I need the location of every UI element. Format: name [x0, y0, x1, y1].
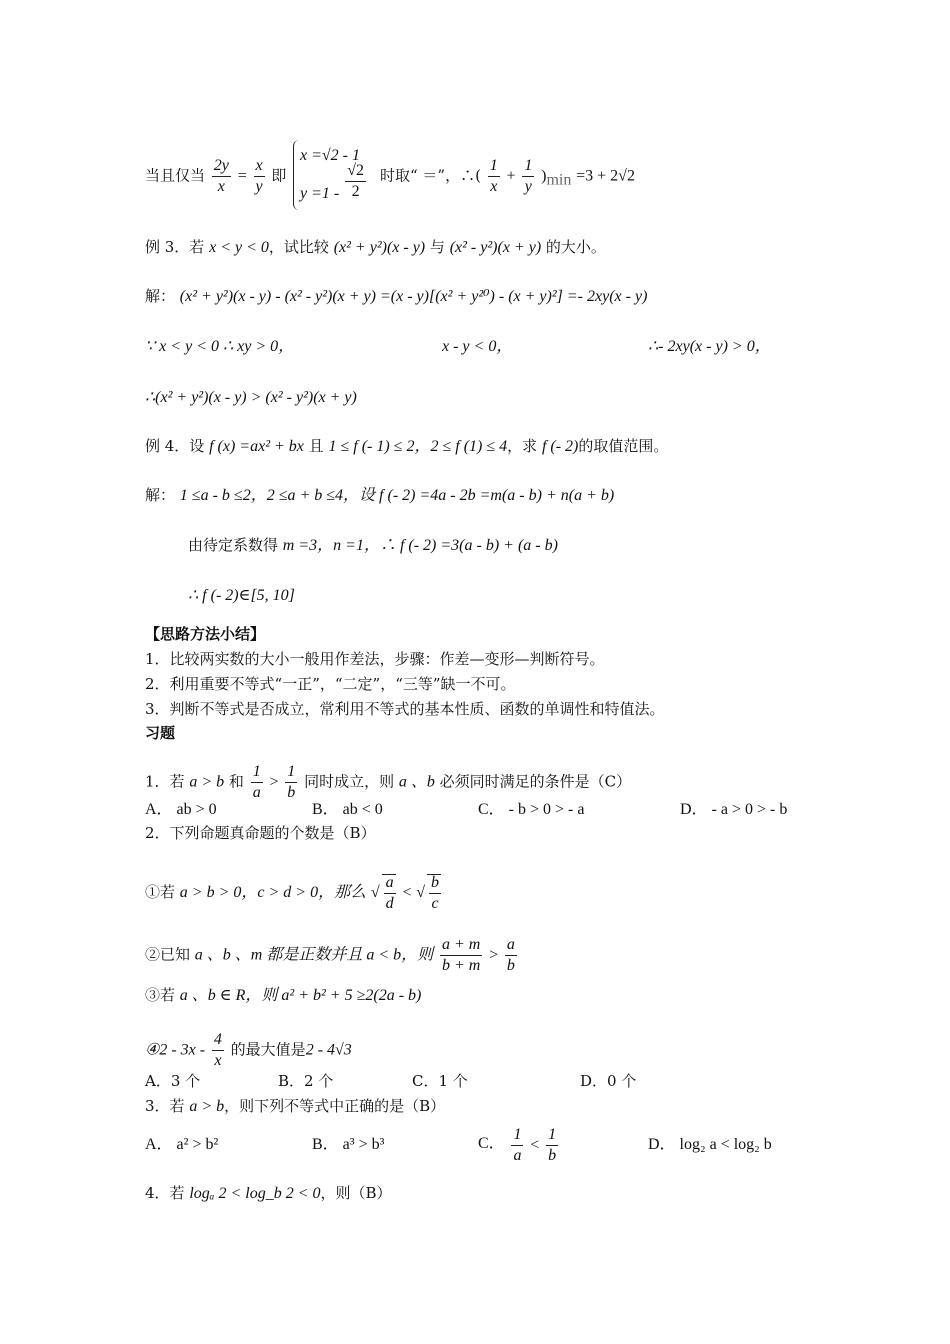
text: ①若	[145, 883, 176, 901]
equality-condition-line: 当且仅当 $\frac{2y}{x}$ = $\frac{x}{y}$ 即	[145, 157, 287, 195]
q1-option-b: B． ab < 0	[312, 801, 383, 818]
text: 且	[308, 437, 324, 455]
fraction-x-over-y: $\frac{x}{y}$	[255, 157, 263, 195]
option-label: C．	[478, 1134, 505, 1152]
text: 4．若	[145, 1184, 185, 1202]
q3-stem	[145, 1099, 445, 1115]
math: a 、b	[398, 773, 435, 791]
example-4-result: ∴ f (- 2)∈[5, 10]	[188, 587, 295, 604]
text: 1．若	[145, 772, 185, 791]
q1-option-c: C． - b > 0 > - a	[478, 801, 585, 818]
math: ，2 ≤ f (1) ≤ 4	[414, 438, 508, 455]
math: a > b	[189, 1098, 225, 1115]
summary-title: 【思路方法小结】	[145, 625, 266, 643]
math: (x² - y²)(x + y)	[449, 239, 542, 256]
math: (x² + y²)(x - y) - (x² - y²)(x + y) =(x - y)[(x² + y²⁰) - (x + y)²] =- 2xy(x - y)	[179, 288, 648, 305]
fraction-1-over-y: $\frac{1}{y}$	[524, 157, 533, 195]
math: ④2 - 3x -	[145, 1041, 206, 1059]
summary-item-2: 2．利用重要不等式“一正”，“二定”，“三等”缺一不可。	[145, 675, 516, 693]
exercises-title: 习题	[145, 724, 176, 742]
q4-stem	[145, 1186, 392, 1202]
q3-option-d: D． log₂ a < log₂ b	[648, 1136, 772, 1153]
text-cond: 即	[271, 166, 287, 185]
summary-item-3: 3．判断不等式是否成立，常利用不等式的基本性质、函数的单调性和特值法。	[145, 700, 665, 718]
text: 和	[228, 772, 244, 791]
fraction-a-over-b: $\frac{a}{b}$	[506, 936, 515, 974]
text: 必须同时满足的条件是（C）	[439, 772, 632, 791]
text: 的最大值是	[230, 1040, 306, 1059]
math: logₐ 2 < log_b 2 < 0	[189, 1185, 321, 1202]
q2-option-d: D．0 个	[580, 1072, 637, 1090]
text-tail: 时取“ ＝”，∴(	[380, 166, 481, 185]
text-paren: )	[541, 167, 547, 185]
q3-option-a: A． a² > b²	[145, 1136, 219, 1153]
q3-option-b: B． a³ > b³	[312, 1136, 385, 1153]
text-min: min	[546, 171, 572, 189]
math: 2 - 4√3	[305, 1041, 352, 1059]
math: a 、b ∈ R，则 a² + b² + 5 ≥2(2a - b)	[179, 987, 422, 1004]
solution-label: 解：	[145, 486, 176, 504]
system-eq-2	[300, 162, 368, 203]
text: 的大小。	[545, 238, 606, 256]
math: f (x) =ax² + bx	[209, 438, 304, 455]
text: 3．若	[145, 1097, 185, 1115]
text: ，则（B）	[320, 1184, 392, 1202]
fraction-1-over-b: $\frac{1}{b}$	[287, 763, 296, 801]
text: 由待定系数得	[188, 536, 279, 554]
text: 例 4．设	[145, 437, 205, 455]
q2-option-b: B．2 个	[278, 1072, 334, 1090]
q1-stem: 1．若 a > b 和 $\frac{1}{a}$ > $\frac{1}{b}$ 同时成立，则 a 、b 必须同时满足的条件是（C）	[145, 763, 632, 801]
q2-statement-3	[145, 988, 421, 1004]
q1-option-a: A． ab > 0	[145, 801, 217, 818]
example-4-step-2	[188, 538, 558, 554]
text: ，试比较	[268, 238, 329, 256]
system-eq-2-text: y =1 -	[300, 185, 340, 203]
text: 与	[429, 238, 445, 256]
math: x < y < 0	[209, 239, 269, 256]
fraction-1-over-b: $\frac{1}{b}$	[548, 1126, 557, 1164]
fraction-2y-over-x: $\frac{2y}{x}$	[213, 157, 229, 195]
system-eq-1: x =√2 - 1	[300, 147, 361, 164]
q3-option-c: C． $\frac{1}{a}$ < $\frac{1}{b}$	[478, 1126, 557, 1164]
example-3-step-a: ∵ x < y < 0 ∴ xy > 0，	[145, 338, 295, 355]
fraction-1-over-a: $\frac{1}{a}$	[252, 763, 261, 801]
sqrt-b-over-c: $\frac{b}{c}$	[427, 874, 441, 912]
text-pre: 当且仅当	[145, 166, 206, 185]
solution-label: 解：	[145, 287, 176, 305]
q2-statement-4	[145, 1032, 352, 1069]
q2-statement-2: ②已知 a 、b 、m 都是正数并且 a < b，则 $\frac{a + m}{b + m}$ > $\frac{a}{b}$	[145, 936, 515, 974]
example-3-question	[145, 240, 606, 256]
math: (x² + y²)(x - y)	[333, 239, 426, 256]
text: ②已知	[145, 945, 191, 964]
q1-option-d: D． - a > 0 > - b	[680, 801, 788, 818]
sqrt-a-over-d: $\frac{a}{d}$	[382, 874, 396, 912]
example-3-conclusion: ∴(x² + y²)(x - y) > (x² - y²)(x + y)	[145, 389, 357, 406]
summary-item-1: 1．比较两实数的大小一般用作差法，步骤：作差—变形—判断符号。	[145, 650, 605, 668]
fraction-sqrt2-over-2: $\frac{√2}{2}$	[347, 162, 365, 200]
fraction-1-over-a: $\frac{1}{a}$	[513, 1126, 522, 1164]
math: a > b	[189, 773, 225, 791]
text-result: =3 + 2√2	[576, 167, 635, 185]
example-4-solution	[145, 488, 614, 504]
equality-result: 时取“ ＝”，∴( $\frac{1}{x}$ + $\frac{1}{y}$ )$_{min} =3 + 2√2$	[380, 157, 635, 195]
math: 1 ≤ f (- 1) ≤ 2	[328, 438, 415, 455]
q2-statement-1: ①若 a > b > 0，c > d > 0，那么 √ $\frac{a}{d}$ < √ $\frac{b}{c}$	[145, 874, 440, 912]
fraction-a-plus-m-over-b-plus-m: $\frac{a + m}{b + m}$	[441, 936, 481, 974]
math: f (- 2)	[541, 438, 579, 455]
text: ，则下列不等式中正确的是（B）	[224, 1097, 446, 1115]
q2-stem: 2．下列命题真命题的个数是（B）	[145, 824, 376, 842]
q2-option-c: C．1 个	[412, 1072, 468, 1090]
math: 1 ≤a - b ≤2，2 ≤a + b ≤4，设 f (- 2) =4a - 2b =m(a - b) + n(a + b)	[179, 487, 615, 504]
text: 的取值范围。	[578, 437, 669, 455]
example-3-step-b: x - y < 0，	[442, 338, 513, 355]
text: 例 3．若	[145, 238, 205, 256]
math: a > b > 0，c > d > 0，那么	[179, 884, 367, 901]
fraction-4-over-x: $\frac{4}{x}$	[213, 1031, 222, 1069]
text: ③若	[145, 986, 176, 1004]
example-4-question	[145, 439, 668, 455]
math: m =3，n =1，∴ f (- 2) =3(a - b) + (a - b)	[282, 537, 558, 554]
math: a 、b 、m 都是正数并且 a < b，则	[194, 946, 434, 964]
text: ，求	[507, 437, 538, 455]
example-3-solution	[145, 289, 647, 305]
q2-option-a: A．3 个	[145, 1072, 201, 1090]
fraction-1-over-x: $\frac{1}{x}$	[489, 157, 498, 195]
text: 同时成立，则	[304, 772, 395, 791]
example-3-step-c: ∴- 2xy(x - y) > 0，	[648, 338, 771, 355]
